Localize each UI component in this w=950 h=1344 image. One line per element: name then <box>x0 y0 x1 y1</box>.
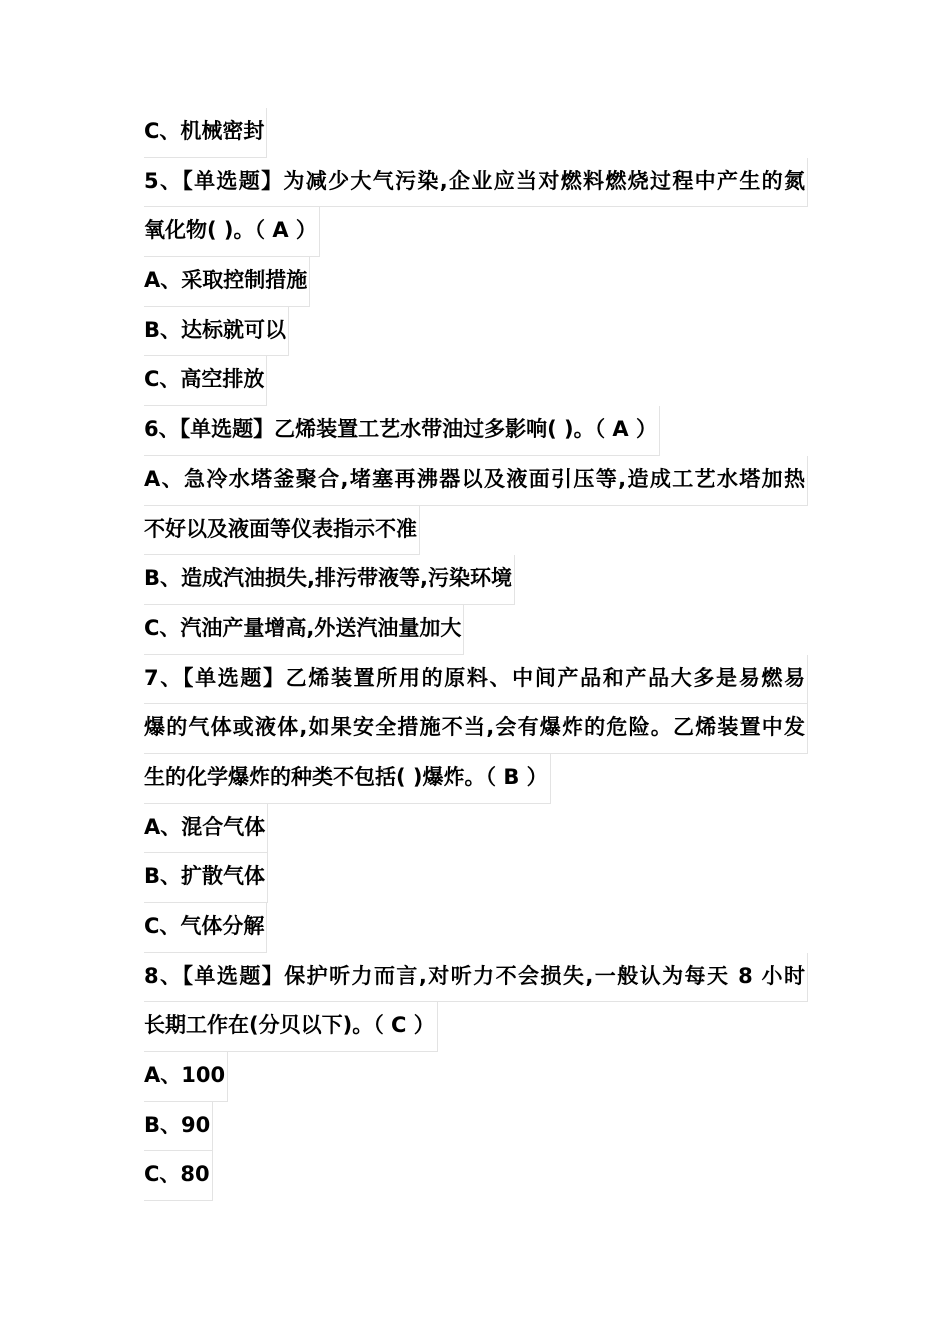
line-text: 不好以及液面等仪表指示不准 <box>144 506 420 556</box>
line-text: B、达标就可以 <box>144 307 289 357</box>
option-line <box>144 903 808 953</box>
line-text: 8、【单选题】保护听力而言,对听力不会损失,一般认为每天 8 小时 <box>144 953 808 1003</box>
option-line <box>144 108 808 158</box>
option-line <box>144 605 808 655</box>
option-line <box>144 356 808 406</box>
line-text: 爆的气体或液体,如果安全措施不当,会有爆炸的危险。乙烯装置中发 <box>144 704 808 754</box>
option-line <box>144 1052 808 1102</box>
line-text: B、造成汽油损失,排污带液等,污染环境 <box>144 555 515 605</box>
option-line <box>144 1102 808 1152</box>
line-text: C、高空排放 <box>144 356 267 406</box>
line-text: B、90 <box>144 1102 213 1152</box>
question-line <box>144 655 808 705</box>
question-line <box>144 1002 808 1052</box>
question-line <box>144 754 808 804</box>
question-line <box>144 207 808 257</box>
question-line <box>144 406 808 456</box>
line-text: C、汽油产量增高,外送汽油量加大 <box>144 605 464 655</box>
line-text: C、80 <box>144 1151 213 1201</box>
question-line <box>144 704 808 754</box>
line-text: A、采取控制措施 <box>144 257 310 307</box>
option-line <box>144 307 808 357</box>
question-line <box>144 158 808 208</box>
option-line <box>144 853 808 903</box>
line-text: 7、【单选题】乙烯装置所用的原料、中间产品和产品大多是易燃易 <box>144 655 808 705</box>
option-line <box>144 506 808 556</box>
line-text: B、扩散气体 <box>144 853 268 903</box>
line-text: 生的化学爆炸的种类不包括( )爆炸。（ B ） <box>144 754 551 804</box>
line-text: 长期工作在(分贝以下)。（ C ） <box>144 1002 438 1052</box>
line-text: 6、【单选题】乙烯装置工艺水带油过多影响( )。（ A ） <box>144 406 660 456</box>
line-text: 氧化物( )。（ A ） <box>144 207 320 257</box>
line-text: A、混合气体 <box>144 804 268 854</box>
option-line <box>144 257 808 307</box>
option-line <box>144 1151 808 1201</box>
option-line <box>144 804 808 854</box>
line-text: 5、【单选题】为减少大气污染,企业应当对燃料燃烧过程中产生的氮 <box>144 158 808 208</box>
line-text: A、急冷水塔釜聚合,堵塞再沸器以及液面引压等,造成工艺水塔加热 <box>144 456 808 506</box>
line-text: A、100 <box>144 1052 228 1102</box>
question-line <box>144 953 808 1003</box>
line-text: C、机械密封 <box>144 108 267 158</box>
option-line <box>144 555 808 605</box>
line-text: C、气体分解 <box>144 903 267 953</box>
option-line <box>144 456 808 506</box>
question-list <box>144 108 808 1201</box>
